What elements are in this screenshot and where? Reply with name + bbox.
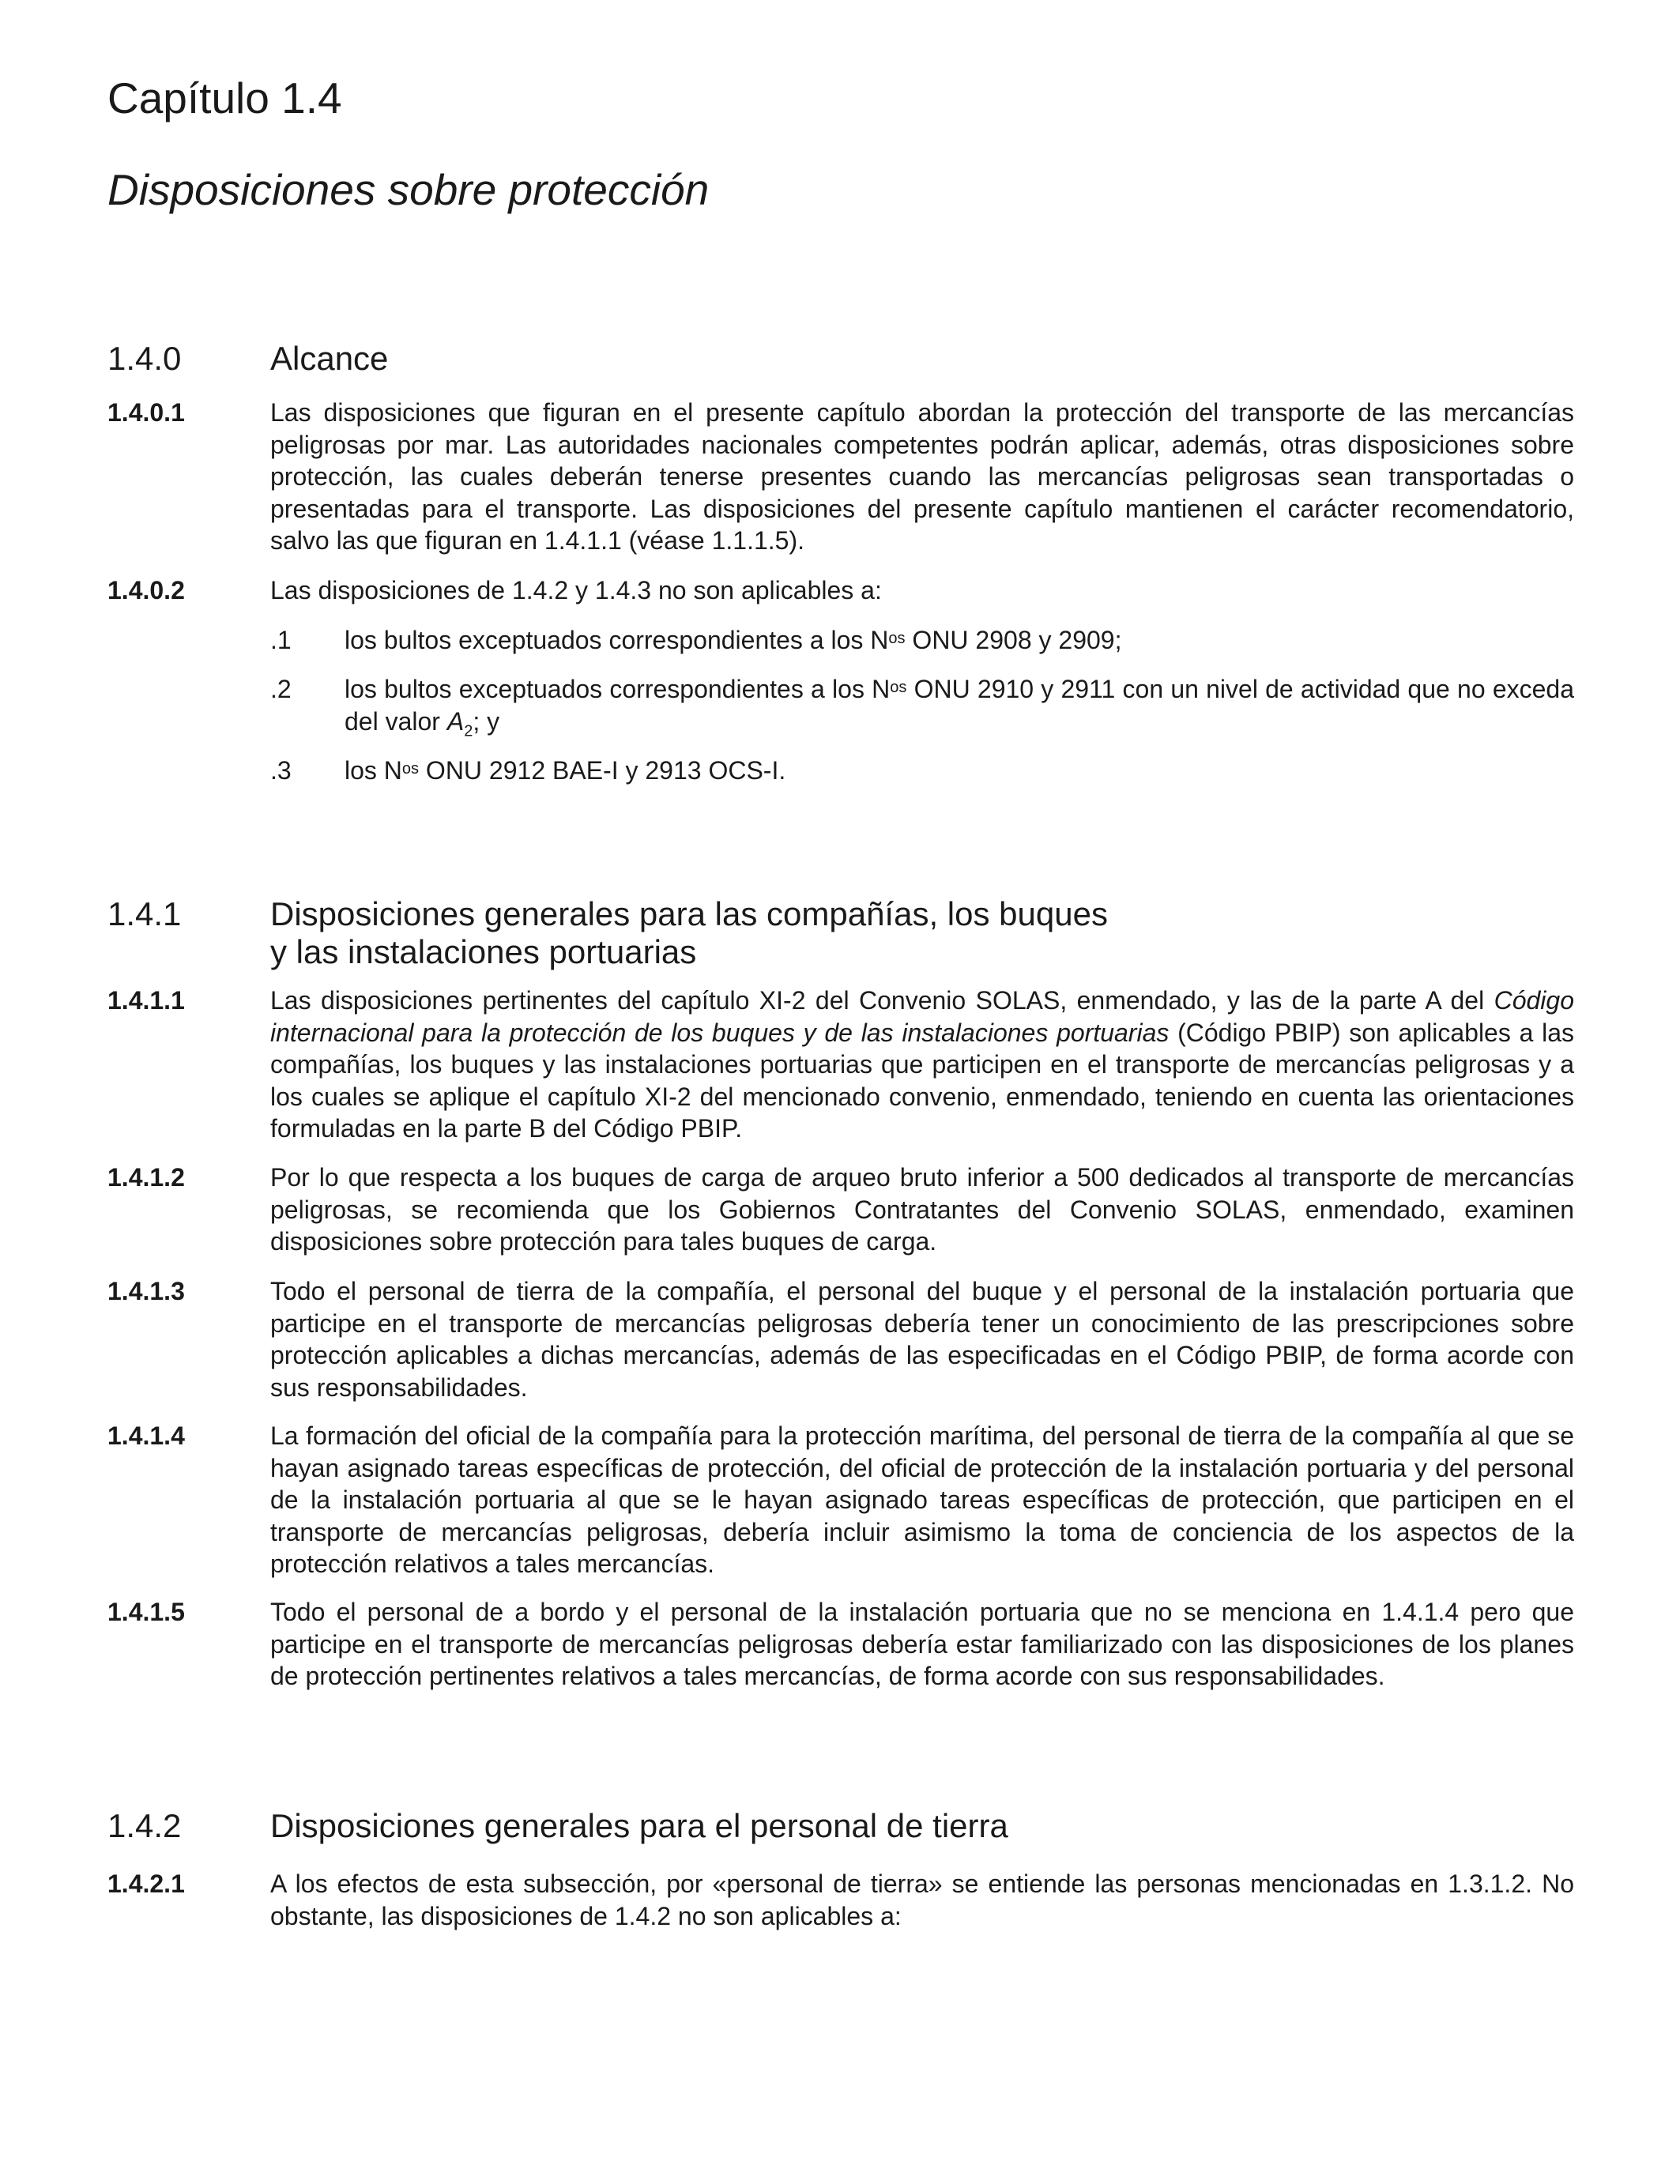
paragraph-text: Todo el personal de a bordo y el personal de la instalación portuaria que no se menciona en 1.4.1.4 pero que participe en el transporte de mercancías peligrosas debería estar familiarizado con las disposiciones de los planes de protección pertinentes relativos a tales mercancías, de forma acorde con sus responsabilidades. [270, 1598, 1574, 1690]
list-item-2 [270, 673, 1574, 747]
paragraph-number: 1.4.0.2 [107, 576, 185, 604]
paragraph-text: La formación del oficial de la compañía para la protección marítima, del personal de tierra de la compañía al que se hayan asignado tareas específicas de protección, del oficial de protección de la instalación portuaria y del personal de la instalación portuaria al que se le hayan asignado tareas específicas de protección, que participen en el transporte de mercancías peligrosas, debería incluir asimismo la toma de conciencia de los aspectos de la protección relativos a tales mercancías. [270, 1421, 1574, 1578]
chapter-subtitle: Disposiciones sobre protección [107, 165, 710, 214]
section-title: Disposiciones generales para las compañías, los buques y las instalaciones portuarias [270, 895, 1108, 970]
list-item-number: .3 [270, 756, 292, 785]
paragraph-1-4-1-3 [107, 1275, 1574, 1403]
section-number: 1.4.2 [107, 1807, 182, 1844]
list-item-number: .2 [270, 675, 292, 703]
list-item-text: los $N^{os}$ ONU 2912 BAE-I y 2913 OCS-I. [345, 756, 786, 785]
section-number: 1.4.0 [107, 340, 182, 377]
paragraph-text: A los efectos de esta subsección, por «personal de tierra» se entiende las personas mencionadas en 1.3.1.2. No obstante, las disposiciones de 1.4.2 no son aplicables a: [270, 1870, 1574, 1930]
section-heading-1-4-2 [107, 1807, 1574, 1845]
paragraph-text: Las disposiciones que figuran en el presente capítulo abordan la protección del transporte de las mercancías peligrosas por mar. Las autoridades nacionales competentes podrán aplicar, además, otras disposiciones sobre protección, las cuales deberán tenerse presentes cuando las mercancías peligrosas sean transportadas o presentadas para el transporte. Las disposiciones del presente capítulo mantienen el carácter recomendatorio, salvo las que figuran en 1.4.1.1 (véase 1.1.1.5). [270, 398, 1574, 555]
list-item-text: los bultos exceptuados correspondientes a los $N^{os}$ ONU 2910 y 2911 con un nivel de actividad que no exceda del valor $A_2$; y [345, 675, 1575, 740]
chapter-title: Capítulo 1.4 [107, 73, 342, 122]
paragraph-1-4-2-1 [107, 1868, 1574, 1932]
paragraph-number: 1.4.2.1 [107, 1870, 185, 1898]
paragraph-number: 1.4.0.1 [107, 398, 185, 427]
section-number: 1.4.1 [107, 895, 182, 932]
paragraph-text: Las disposiciones pertinentes del capítulo XI-2 del Convenio SOLAS, enmendado, y las de la parte A del Código internacional para la protección de los buques y de las instalaciones portuarias (Código PBIP) son aplicables a las compañías, los buques y las instalaciones portuarias que participen en el transporte de mercancías peligrosas y a los cuales se aplique el capítulo XI-2 del mencionado convenio, enmendado, teniendo en cuenta las orientaciones formuladas en la parte B del Código PBIP. [270, 986, 1575, 1143]
paragraph-text: Todo el personal de tierra de la compañía, el personal del buque y el personal de la instalación portuaria que participe en el transporte de mercancías peligrosas debería tener un conocimiento de las prescripciones sobre protección aplicables a dichas mercancías, además de las especificadas en el Código PBIP, de forma acorde con sus responsabilidades. [270, 1277, 1574, 1402]
list-item-number: .1 [270, 626, 292, 654]
paragraph-1-4-1-2 [107, 1162, 1574, 1258]
paragraph-number: 1.4.1.3 [107, 1277, 185, 1305]
section-heading-1-4-1 [107, 895, 1574, 971]
section-title: Disposiciones generales para el personal de tierra [270, 1807, 1008, 1844]
section-title: Alcance [270, 340, 389, 377]
list-item-3 [270, 755, 1574, 787]
list-item-text: los bultos exceptuados correspondientes a los $N^{os}$ ONU 2908 y 2909; [345, 626, 1122, 654]
paragraph-text: Por lo que respecta a los buques de carga de arqueo bruto inferior a 500 dedicados al transporte de mercancías peligrosas, se recomienda que los Gobiernos Contratantes del Convenio SOLAS, enmendado, examinen disposiciones sobre protección para tales buques de carga. [270, 1163, 1574, 1256]
paragraph-number: 1.4.1.1 [107, 986, 185, 1015]
list-item-1 [270, 624, 1574, 657]
section-heading-1-4-0 [107, 340, 1574, 378]
paragraph-1-4-1-4 [107, 1420, 1574, 1580]
paragraph-text: Las disposiciones de 1.4.2 y 1.4.3 no son aplicables a: [270, 576, 882, 604]
paragraph-1-4-0-1 [107, 397, 1574, 557]
paragraph-number: 1.4.1.4 [107, 1421, 185, 1450]
paragraph-number: 1.4.1.2 [107, 1163, 185, 1192]
paragraph-1-4-1-5 [107, 1596, 1574, 1693]
paragraph-1-4-0-2 [107, 574, 1574, 607]
paragraph-number: 1.4.1.5 [107, 1598, 185, 1626]
paragraph-1-4-1-1 [107, 985, 1574, 1145]
